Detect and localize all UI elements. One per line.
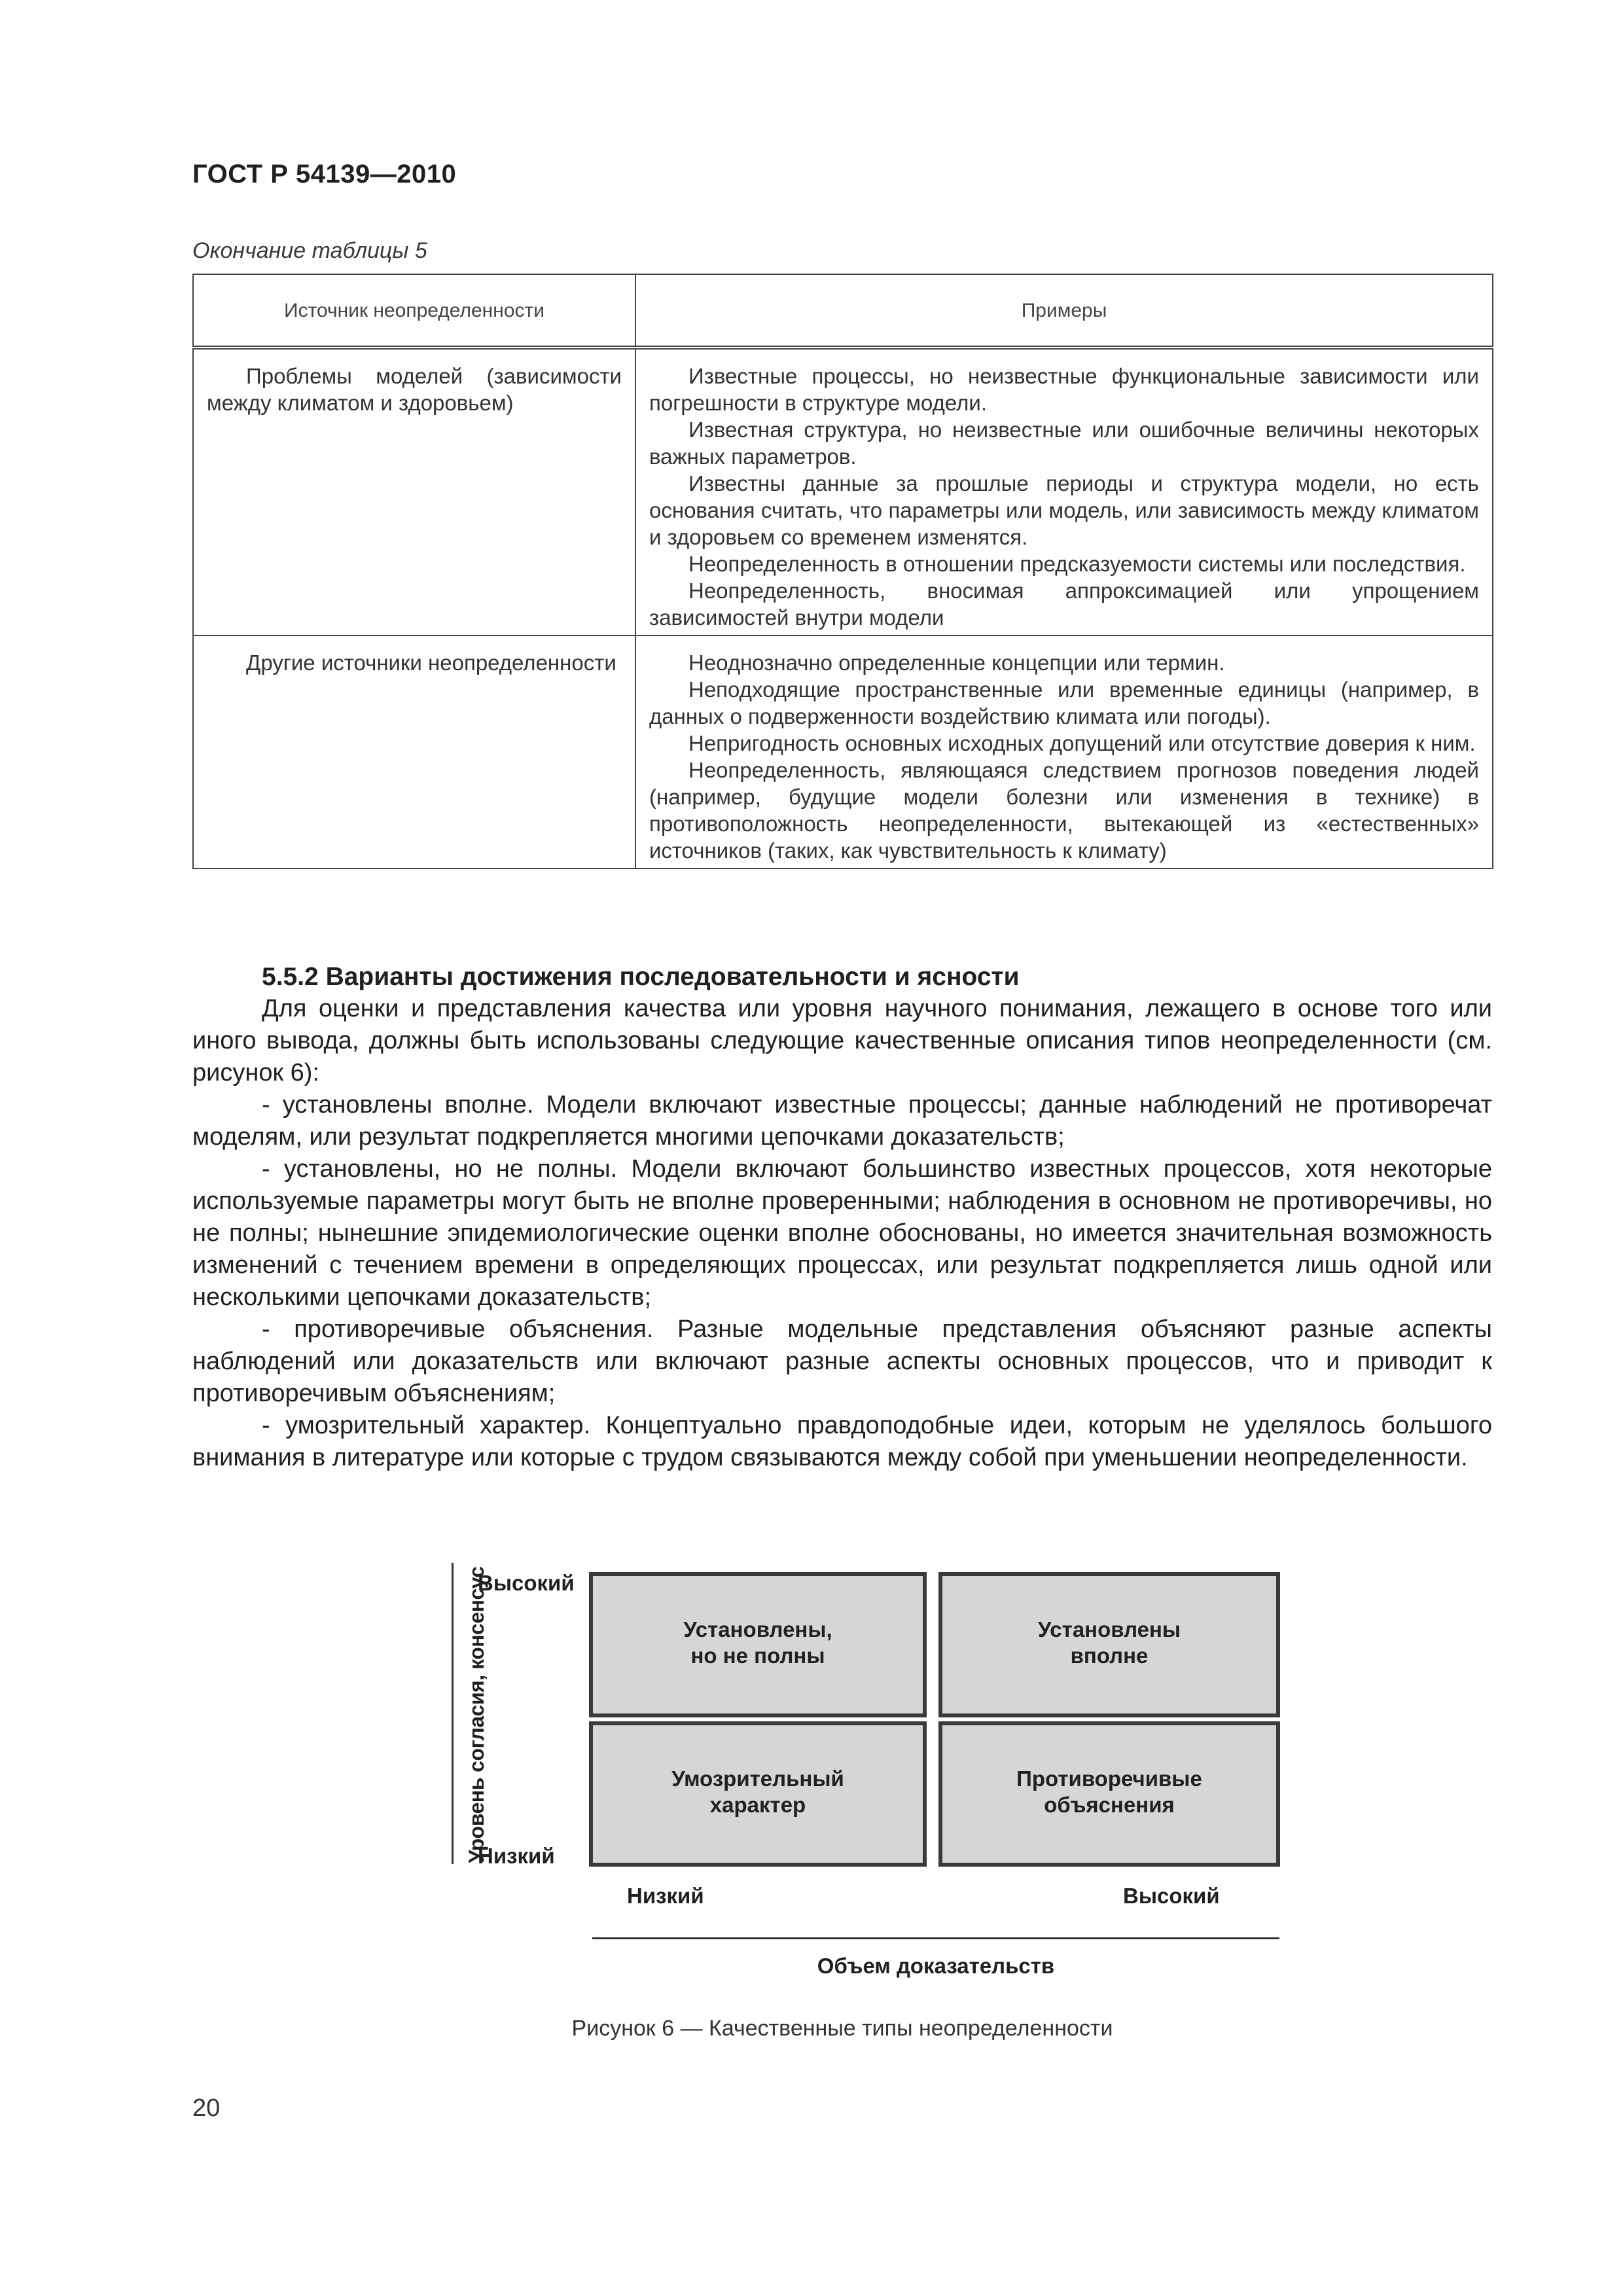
x-axis-title: Объем доказательств [817,1954,1055,1978]
source-cell: Проблемы моделей (зависимости между климатом и здоровьем) [193,348,635,636]
y-axis-line [452,1563,454,1864]
quadrant-competing-explanations [938,1721,1280,1867]
list-item: - установлены вполне. Модели включают известные процессы; данные наблюдений не противоречат моделям, или результат подкрепляется многими цепочками доказательств; [192,1091,1492,1151]
quadrant-established-incomplete [589,1572,927,1717]
uncertainty-types-diagram [393,1558,1309,2016]
x-axis-line [592,1937,1279,1939]
section-heading: 5.5.2 Варианты достижения последовательности и ясности [262,963,1020,991]
quadrant-label-line: но не полны [690,1643,825,1668]
quadrant-label-line: Установлены, [683,1617,832,1641]
quadrant-speculative [589,1721,927,1867]
example-item: Непригодность основных исходных допущений или отсутствие доверия к ним. [688,731,1476,755]
section-paragraph: Для оценки и представления качества или уровня научного понимания, лежащего в основе того или иного вывода, должны быть использованы следующие качественные описания типов неопределенности (см. рисунок 6): [192,995,1492,1086]
examples-cell [635,636,1493,869]
list-item: - установлены, но не полны. Модели включают большинство известных процессов, хотя некоторые используемые параметры могут быть не вполне проверенными; наблюдения в основном не противоречивы, но не полны; нынешние эпидемиологические оценки вполне обоснованы, но имеется значительная возможность изменений с течением времени в определяющих процессах, или результат подкрепляется лишь одной или несколькими цепочками доказательств; [192,1155,1492,1311]
example-item: Неопределенность в отношении предсказуемости системы или последствия. [688,552,1466,576]
example-item: Неподходящие пространственные или временные единицы (например, в данных о подверженности воздействию климата или погоды). [649,677,1479,728]
table-row [193,348,1493,636]
quadrant-label-line: характер [709,1793,806,1817]
document-standard-header: ГОСТ Р 54139—2010 [192,160,457,188]
table-row [193,636,1493,869]
example-item: Известная структура, но неизвестные или ошибочные величины некоторых важных параметров. [649,418,1479,469]
list-item: - умозрительный характер. Концептуально правдоподобные идеи, которым не уделялось большого внимания в литературе или которые с трудом связываются между собой при уменьшении неопределенности. [192,1412,1492,1471]
list-item: - противоречивые объяснения. Разные модельные представления объясняют разные аспекты наблюдений или доказательств или включают разные аспекты основных процессов, что и приводит к противоречивым объяснениям; [192,1316,1492,1407]
page-number: 20 [192,2094,221,2122]
table-caption: Окончание таблицы 5 [192,238,427,263]
x-axis-high-label: Высокий [1123,1884,1220,1908]
examples-cell [635,348,1493,636]
example-item: Неоднозначно определенные концепции или термин. [688,651,1225,675]
quadrant-label-line: Противоречивые [1016,1767,1202,1791]
figure-caption: Рисунок 6 — Качественные типы неопределенности [571,2016,1113,2041]
example-item: Известные процессы, но неизвестные функциональные зависимости или погрешности в структуре модели. [649,364,1479,415]
quadrant-label-line: вполне [1070,1643,1149,1668]
quadrant-label-line: Умозрительный [671,1767,844,1791]
column-header-examples: Примеры [635,274,1493,348]
quadrant-well-established [938,1572,1280,1717]
y-axis-title: Уровень согласия, консенсус [465,1566,488,1863]
uncertainty-sources-table [192,274,1493,869]
example-item: Неопределенность, являющаяся следствием прогнозов поведения людей (например, будущие модели болезни или изменения в технике) в противоположность неопределенности, вытекающей из «естественных» источников (таких, как чувствительность к климату) [649,758,1479,863]
y-axis-high-label: Высокий [478,1571,575,1595]
section-5-5-2 [192,961,1492,1474]
column-header-source: Источник неопределенности [193,274,635,348]
example-item: Известны данные за прошлые периоды и структура модели, но есть основания считать, что параметры или модель, или зависимость между климатом и здоровьем со временем изменятся. [649,471,1479,549]
x-axis-low-label: Низкий [627,1884,704,1908]
table-header-row [193,274,1493,348]
quadrant-label-line: объяснения [1044,1793,1175,1817]
y-axis-low-label: Низкий [478,1844,555,1868]
source-cell: Другие источники неопределенности [193,636,635,869]
quadrant-label-line: Установлены [1037,1617,1181,1641]
example-item: Неопределенность, вносимая аппроксимацией или упрощением зависимостей внутри модели [649,579,1479,630]
